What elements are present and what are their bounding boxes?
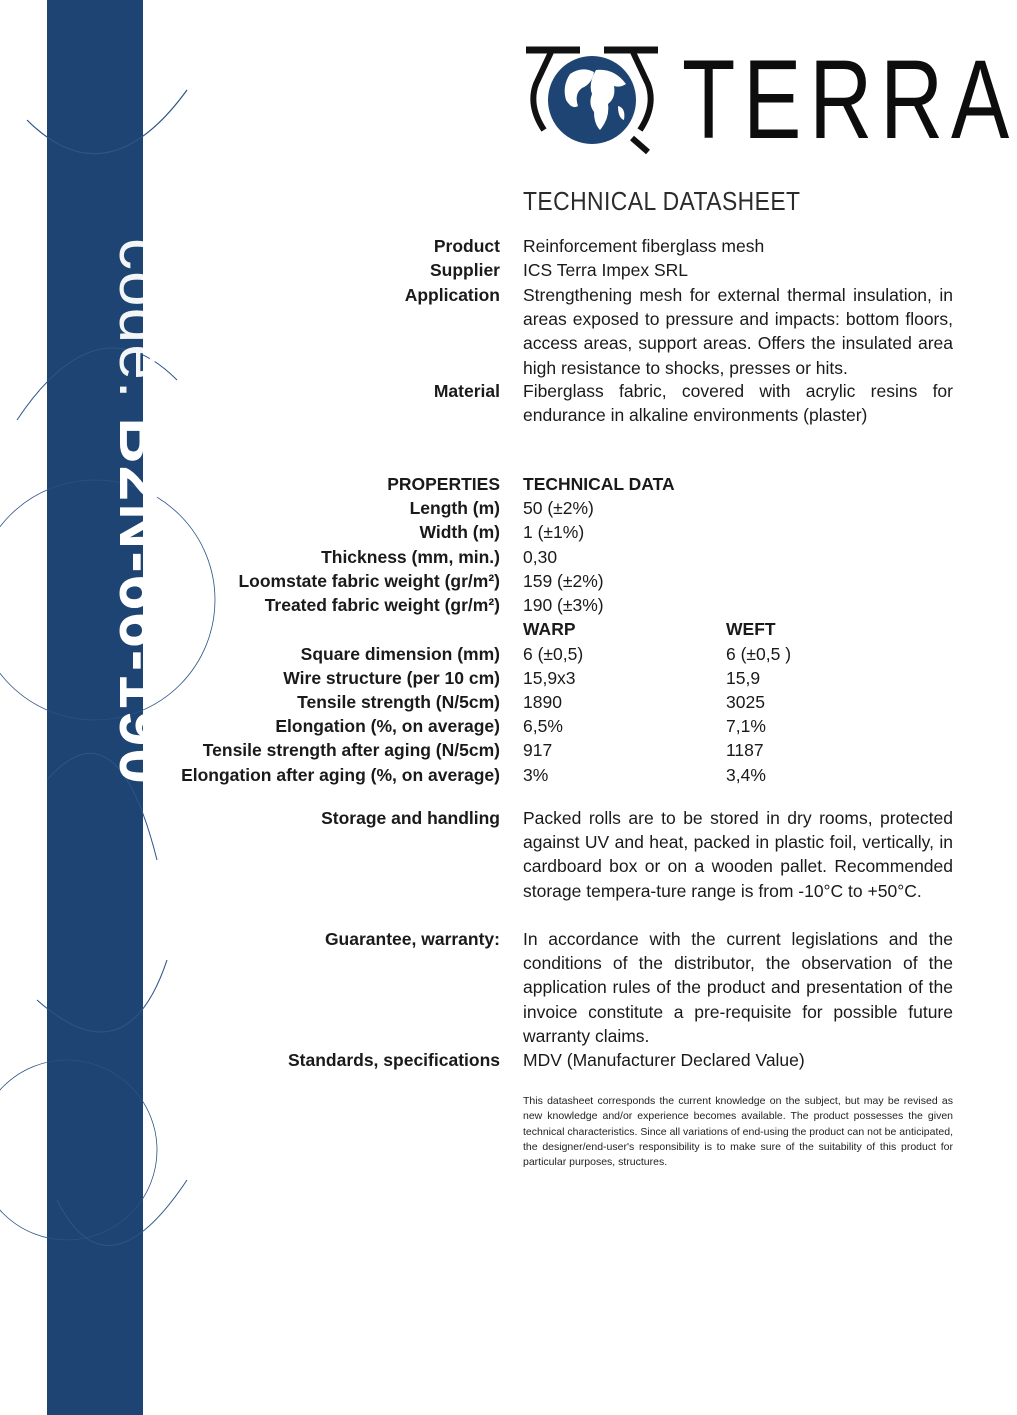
sidebar-band bbox=[47, 0, 178, 1415]
terra-logo bbox=[522, 37, 1017, 162]
property-value: 0,30 bbox=[523, 547, 558, 567]
warp-value: 6,5% bbox=[523, 716, 563, 736]
standards-value: MDV (Manufacturer Declared Value) bbox=[523, 1050, 805, 1070]
material-label: Material bbox=[433, 381, 500, 401]
document-title: TECHNICAL DATASHEET bbox=[523, 186, 801, 216]
property-label: Thickness (mm, min.) bbox=[321, 547, 500, 567]
property-label: Square dimension (mm) bbox=[300, 644, 500, 664]
weft-header: WEFT bbox=[726, 619, 776, 639]
application-value: Strengthening mesh for external thermal insulation, in areas exposed to pressure and impacts: bottom floors, access areas, support areas. Offers the insulated area high resistance to shocks, presses or hits. bbox=[523, 285, 953, 378]
material-value: Fiberglass fabric, covered with acrylic resins for endurance in alkaline environments (plaster) bbox=[523, 381, 953, 426]
product-value: Reinforcement fiberglass mesh bbox=[523, 236, 765, 256]
warp-value: 3% bbox=[523, 765, 549, 785]
weft-value: 1187 bbox=[726, 740, 764, 760]
weft-value: 6 (±0,5 ) bbox=[726, 644, 792, 664]
standards-label: Standards, specifications bbox=[287, 1050, 500, 1070]
product-code-vertical bbox=[106, 238, 178, 786]
disclaimer-footnote: This datasheet corresponds the current knowledge on the subject, but may be revised as new knowledge and/or experience becomes available. The product possesses the given technical characteristics. Since all variations of end-using the product can not be anticipated, the designer/end-user's responsibility is to make sure of the suitability of this product for particular purposes, structures. bbox=[523, 1095, 953, 1169]
warp-value: 917 bbox=[523, 740, 553, 760]
storage-label: Storage and handling bbox=[321, 808, 500, 828]
property-label: Length (m) bbox=[409, 498, 500, 518]
property-value: 1 (±1%) bbox=[523, 522, 585, 542]
product-label: Product bbox=[433, 236, 500, 256]
property-value: 190 (±3%) bbox=[523, 595, 604, 615]
property-label: Tensile strength after aging (N/5cm) bbox=[202, 740, 500, 760]
property-label: Treated fabric weight (gr/m²) bbox=[264, 595, 500, 615]
guarantee-value: In accordance with the current legislations and the conditions of the distributor, the observation of the application rules of the product and presentation of the invoice constitute a pre-requisite for possible future warranty claims. bbox=[523, 929, 953, 1046]
properties-header: PROPERTIES bbox=[387, 474, 500, 494]
property-label: Elongation (%, on average) bbox=[275, 716, 500, 736]
storage-value: Packed rolls are to be stored in dry rooms, protected against UV and heat, packed in plastic foil, vertically, in cardboard box or on a wooden pallet. Recommended storage tempera-ture range is from -10°C to +50°C. bbox=[523, 808, 953, 901]
warp-value: 1890 bbox=[523, 692, 562, 712]
property-label: Elongation after aging (%, on average) bbox=[181, 765, 500, 785]
property-label: Wire structure (per 10 cm) bbox=[283, 668, 500, 688]
property-label: Tensile strength (N/5cm) bbox=[297, 692, 500, 712]
property-label: Loomstate fabric weight (gr/m²) bbox=[238, 571, 500, 591]
warp-header: WARP bbox=[523, 619, 576, 639]
warp-value: 6 (±0,5) bbox=[523, 644, 584, 664]
code-value: B2N-66-190 bbox=[106, 417, 178, 786]
application-label: Application bbox=[404, 285, 500, 305]
supplier-label: Supplier bbox=[429, 260, 500, 280]
warp-value: 15,9x3 bbox=[523, 668, 576, 688]
guarantee-label: Guarantee, warranty: bbox=[324, 929, 500, 949]
technical-data-header: TECHNICAL DATA bbox=[523, 474, 675, 494]
property-label: Width (m) bbox=[419, 522, 500, 542]
globe-logo-icon bbox=[522, 44, 662, 159]
brand-name: TERRA bbox=[682, 37, 1017, 162]
weft-value: 3025 bbox=[726, 692, 765, 712]
property-value: 159 (±2%) bbox=[523, 571, 604, 591]
weft-value: 3,4% bbox=[726, 765, 766, 785]
weft-value: 15,9 bbox=[726, 668, 761, 688]
supplier-value: ICS Terra Impex SRL bbox=[523, 260, 689, 280]
property-value: 50 (±2%) bbox=[523, 498, 594, 518]
weft-value: 7,1% bbox=[726, 716, 766, 736]
code-prefix: code: bbox=[106, 238, 178, 400]
